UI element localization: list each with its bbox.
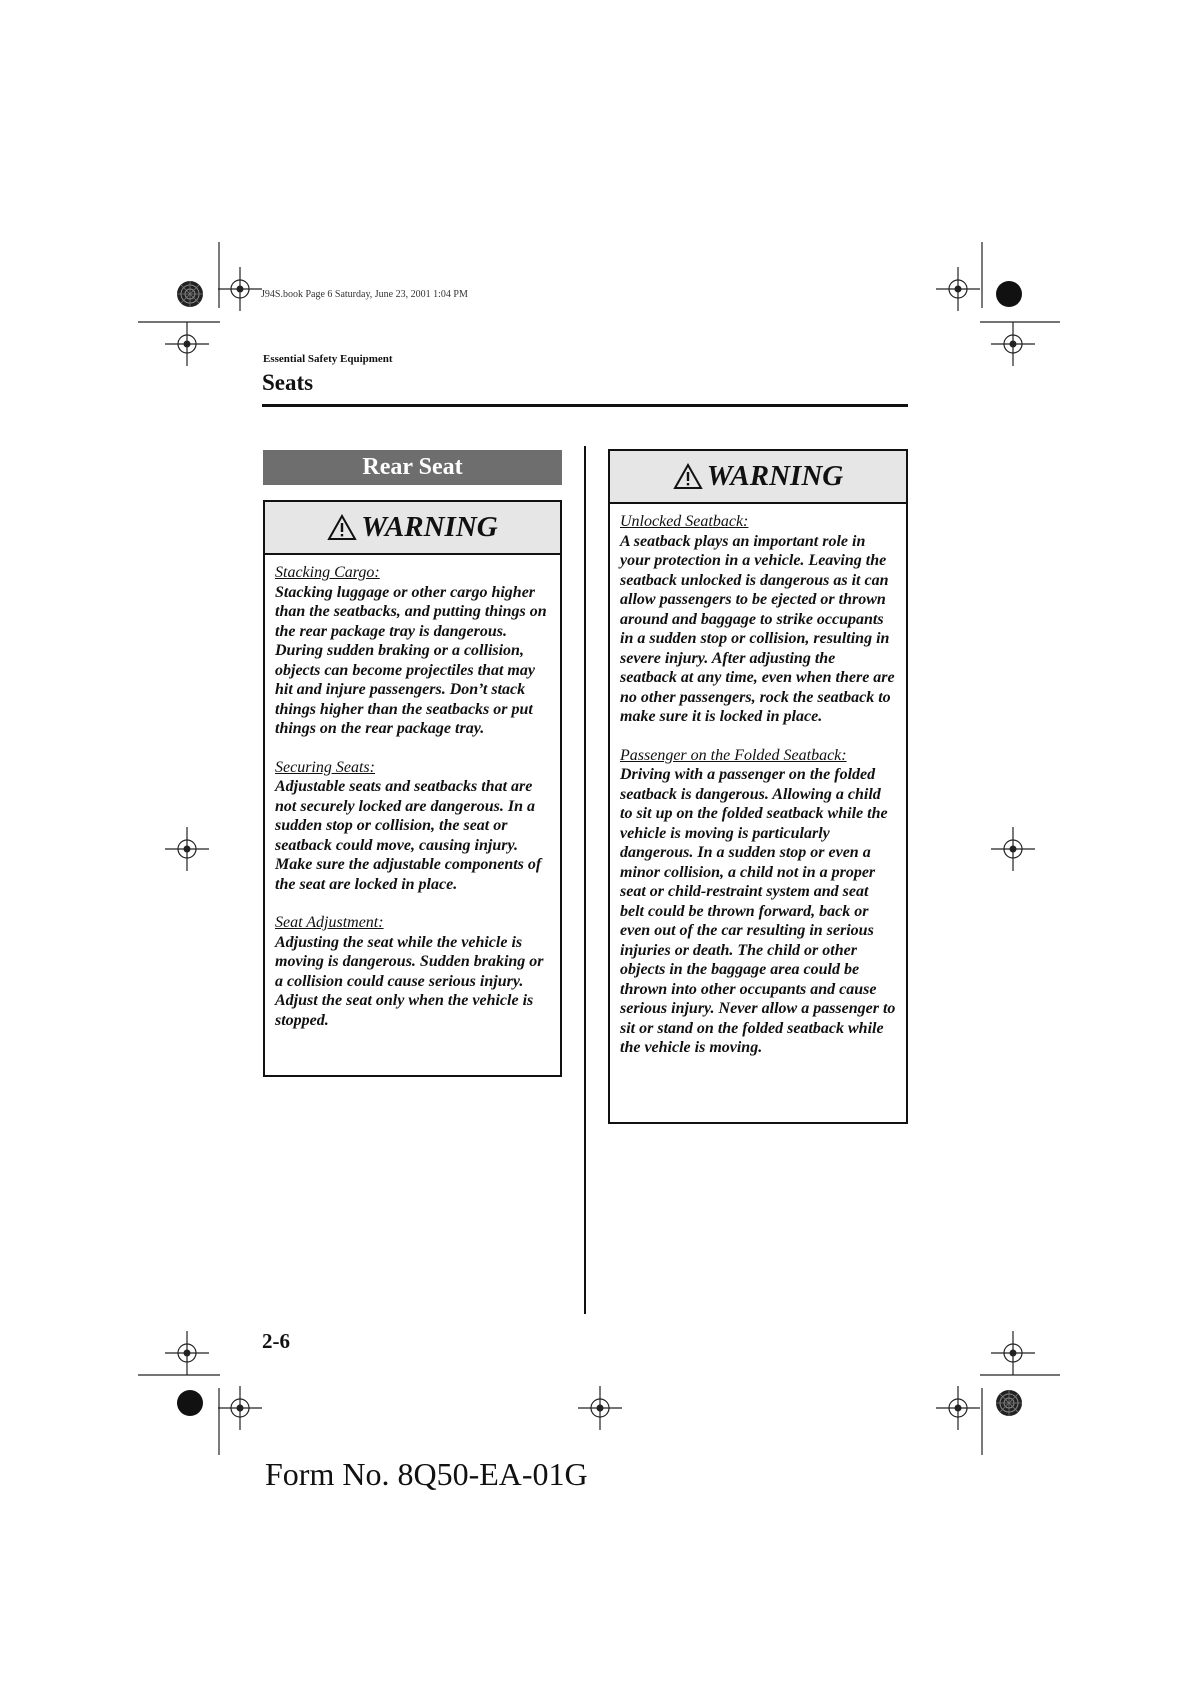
warning-body [265,555,560,1040]
registration-cross-icon [991,322,1035,366]
registration-sunburst-icon [177,281,203,307]
warning-box-left [263,500,562,1077]
registration-sunburst-icon [996,1390,1022,1416]
warning-text: Adjusting the seat while the vehicle is moving is dangerous. Sudden braking or a collision could cause serious injury. Adjust the seat only when the vehicle is stopped. [275,933,544,1029]
registration-cross-icon [991,827,1035,871]
section-header-rear-seat: Rear Seat [263,450,562,485]
print-info-line: J94S.book Page 6 Saturday, June 23, 2001 1:04 PM [261,289,468,300]
warning-text: Adjustable seats and seatbacks that are not securely locked are dangerous. In a sudden stop or collision, the seat or seatback could move, causing injury. Make sure the adjustable components of the seat are locked in place. [275,778,542,893]
registration-cross-icon [936,1386,980,1430]
title-rule [262,404,908,407]
registration-cross-icon [165,1331,209,1375]
registration-cross-icon [165,322,209,366]
registration-cross-icon [578,1386,622,1430]
warning-subheading: Passenger on the Folded Seatback: [620,746,847,764]
form-number: Form No. 8Q50-EA-01G [265,1456,588,1492]
registration-cross-icon [165,827,209,871]
registration-cross-icon [218,1386,262,1430]
warning-title: WARNING [361,511,498,543]
warning-text: Stacking luggage or other cargo higher than the seatbacks, and putting things on the rear package tray is dangerous. During sudden braking or a collision, objects can become projectiles that may hit and injure passengers. Don’t stack things higher than the seatbacks or put things on the rear package tray. [275,583,547,737]
page-title: Seats [262,370,314,395]
warning-triangle-icon [673,463,703,490]
warning-box-right [608,449,908,1124]
warning-header [610,451,906,504]
page-number: 2-6 [262,1329,290,1353]
warning-subheading: Securing Seats: [275,758,375,776]
warning-subheading: Unlocked Seatback: [620,513,749,530]
section-label: Essential Safety Equipment [263,353,393,365]
warning-title: WARNING [706,460,844,492]
warning-header [265,502,560,555]
registration-cross-icon [991,1331,1035,1375]
warning-triangle-icon [327,514,357,541]
warning-body [610,504,906,1068]
warning-text: A seatback plays an important role in your protection in a vehicle. Leaving the seatback unlocked is dangerous as it can allow passengers to be ejected or thrown around and baggage to strike occupants in a sudden stop or collision, resulting in severe injury. After adjusting the seatback at any time, even when there are no other passengers, rock the seatback to make sure it is locked in place. [620,532,895,725]
registration-cross-icon [218,267,262,311]
column-divider [584,446,586,1314]
warning-text: Driving with a passenger on the folded seatback is dangerous. Allowing a child to sit up on the folded seatback while the vehicle is moving is particularly dangerous. In a sudden stop or even a minor collision, a child not in a proper seat or child-restraint system and seat belt could be thrown forward, back or even out of the car resulting in serious injuries or death. The child or other objects in the baggage area could be thrown into other occupants and cause serious injury. Never allow a passenger to sit or stand on the folded seatback while the vehicle is moving. [620,766,896,1056]
warning-subheading: Seat Adjustment: [275,914,384,931]
registration-cross-icon [936,267,980,311]
warning-subheading: Stacking Cargo: [275,564,380,581]
